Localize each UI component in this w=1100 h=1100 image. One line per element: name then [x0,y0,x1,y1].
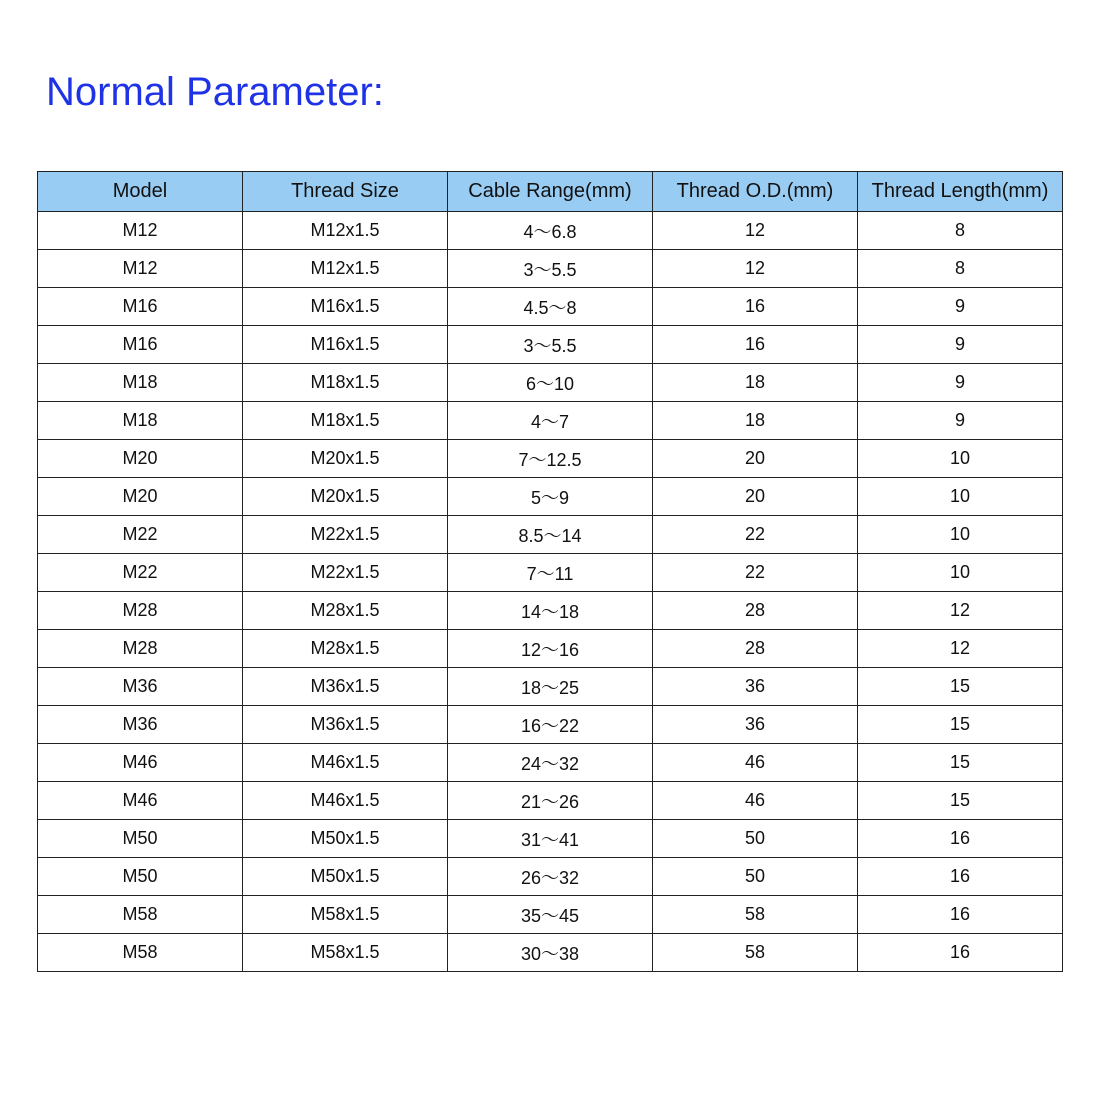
cell-cable-range: 6～10 [448,364,653,402]
cell-thread-od: 28 [653,630,858,668]
cell-thread-od: 58 [653,934,858,972]
cell-model: M16 [38,326,243,364]
cell-cable-range: 14～18 [448,592,653,630]
cell-thread-od: 46 [653,782,858,820]
cell-cable-range: 4.5～8 [448,288,653,326]
table-row [38,820,1063,858]
cell-model: M12 [38,212,243,250]
table-row [38,782,1063,820]
table-row [38,478,1063,516]
cell-thread-size: M36x1.5 [243,706,448,744]
table-row [38,858,1063,896]
column-header-thread-od: Thread O.D.(mm) [653,172,858,212]
cell-thread-od: 50 [653,858,858,896]
cell-thread-length: 9 [858,364,1063,402]
table-row [38,288,1063,326]
cell-thread-length: 9 [858,326,1063,364]
cell-thread-size: M16x1.5 [243,288,448,326]
cell-thread-od: 12 [653,212,858,250]
cell-thread-length: 15 [858,782,1063,820]
column-header-cable-range: Cable Range(mm) [448,172,653,212]
cell-model: M20 [38,478,243,516]
cell-thread-length: 15 [858,706,1063,744]
cell-thread-length: 8 [858,250,1063,288]
table-row [38,706,1063,744]
cell-thread-size: M16x1.5 [243,326,448,364]
cell-model: M28 [38,630,243,668]
cell-cable-range: 26～32 [448,858,653,896]
table-row [38,744,1063,782]
cell-thread-length: 16 [858,934,1063,972]
cell-thread-size: M22x1.5 [243,516,448,554]
cell-thread-size: M18x1.5 [243,364,448,402]
page-title: Normal Parameter: [46,70,384,114]
cell-cable-range: 7～11 [448,554,653,592]
header-row [38,172,1063,212]
cell-model: M50 [38,858,243,896]
cell-thread-od: 58 [653,896,858,934]
cell-thread-size: M28x1.5 [243,630,448,668]
cell-thread-length: 16 [858,820,1063,858]
table-row [38,592,1063,630]
table-row [38,896,1063,934]
cell-thread-size: M12x1.5 [243,250,448,288]
cell-model: M46 [38,744,243,782]
cell-cable-range: 5～9 [448,478,653,516]
cell-thread-od: 28 [653,592,858,630]
table-row [38,934,1063,972]
cell-thread-od: 20 [653,478,858,516]
table-row [38,326,1063,364]
cell-thread-size: M20x1.5 [243,478,448,516]
cell-cable-range: 21～26 [448,782,653,820]
cell-thread-length: 10 [858,478,1063,516]
cell-thread-length: 16 [858,858,1063,896]
cell-cable-range: 3～5.5 [448,250,653,288]
cell-thread-od: 16 [653,326,858,364]
cell-model: M28 [38,592,243,630]
cell-cable-range: 35～45 [448,896,653,934]
cell-cable-range: 4～6.8 [448,212,653,250]
cell-thread-length: 10 [858,554,1063,592]
cell-thread-od: 36 [653,706,858,744]
cell-thread-size: M20x1.5 [243,440,448,478]
cell-thread-length: 12 [858,592,1063,630]
cell-model: M20 [38,440,243,478]
cell-thread-size: M22x1.5 [243,554,448,592]
cell-thread-od: 22 [653,554,858,592]
cell-thread-od: 22 [653,516,858,554]
cell-thread-size: M46x1.5 [243,782,448,820]
cell-model: M18 [38,364,243,402]
cell-thread-od: 18 [653,402,858,440]
cell-thread-od: 12 [653,250,858,288]
cell-thread-size: M18x1.5 [243,402,448,440]
cell-thread-od: 16 [653,288,858,326]
cell-model: M36 [38,668,243,706]
cell-thread-length: 9 [858,402,1063,440]
cell-cable-range: 16～22 [448,706,653,744]
table-row [38,402,1063,440]
cell-thread-size: M50x1.5 [243,858,448,896]
cell-cable-range: 18～25 [448,668,653,706]
column-header-thread-size: Thread Size [243,172,448,212]
cell-model: M18 [38,402,243,440]
cell-model: M50 [38,820,243,858]
column-header-model: Model [38,172,243,212]
table-row [38,440,1063,478]
table-row [38,554,1063,592]
table-row [38,250,1063,288]
table-row [38,364,1063,402]
cell-thread-size: M12x1.5 [243,212,448,250]
cell-cable-range: 4～7 [448,402,653,440]
cell-thread-od: 36 [653,668,858,706]
cell-thread-length: 12 [858,630,1063,668]
cell-cable-range: 12～16 [448,630,653,668]
cell-thread-od: 20 [653,440,858,478]
cell-model: M58 [38,896,243,934]
cell-thread-length: 10 [858,440,1063,478]
cell-thread-size: M36x1.5 [243,668,448,706]
cell-cable-range: 30～38 [448,934,653,972]
cell-model: M16 [38,288,243,326]
cell-thread-od: 18 [653,364,858,402]
cell-model: M22 [38,516,243,554]
column-header-thread-length: Thread Length(mm) [858,172,1063,212]
cell-model: M58 [38,934,243,972]
cell-thread-size: M58x1.5 [243,896,448,934]
cell-thread-size: M46x1.5 [243,744,448,782]
cell-thread-od: 50 [653,820,858,858]
cell-model: M36 [38,706,243,744]
cell-cable-range: 3～5.5 [448,326,653,364]
cell-thread-od: 46 [653,744,858,782]
table-row [38,668,1063,706]
cell-thread-size: M50x1.5 [243,820,448,858]
cell-thread-size: M28x1.5 [243,592,448,630]
cell-cable-range: 24～32 [448,744,653,782]
table-body [38,212,1063,972]
table-row [38,516,1063,554]
cell-thread-length: 16 [858,896,1063,934]
cell-thread-length: 15 [858,744,1063,782]
cell-thread-length: 9 [858,288,1063,326]
table-header [38,172,1063,212]
cell-cable-range: 7～12.5 [448,440,653,478]
cell-thread-length: 15 [858,668,1063,706]
cell-model: M12 [38,250,243,288]
table-row [38,630,1063,668]
cell-cable-range: 31～41 [448,820,653,858]
table-row [38,212,1063,250]
cell-model: M22 [38,554,243,592]
cell-thread-size: M58x1.5 [243,934,448,972]
cell-model: M46 [38,782,243,820]
cell-cable-range: 8.5～14 [448,516,653,554]
cell-thread-length: 10 [858,516,1063,554]
parameter-table [37,171,1063,972]
cell-thread-length: 8 [858,212,1063,250]
